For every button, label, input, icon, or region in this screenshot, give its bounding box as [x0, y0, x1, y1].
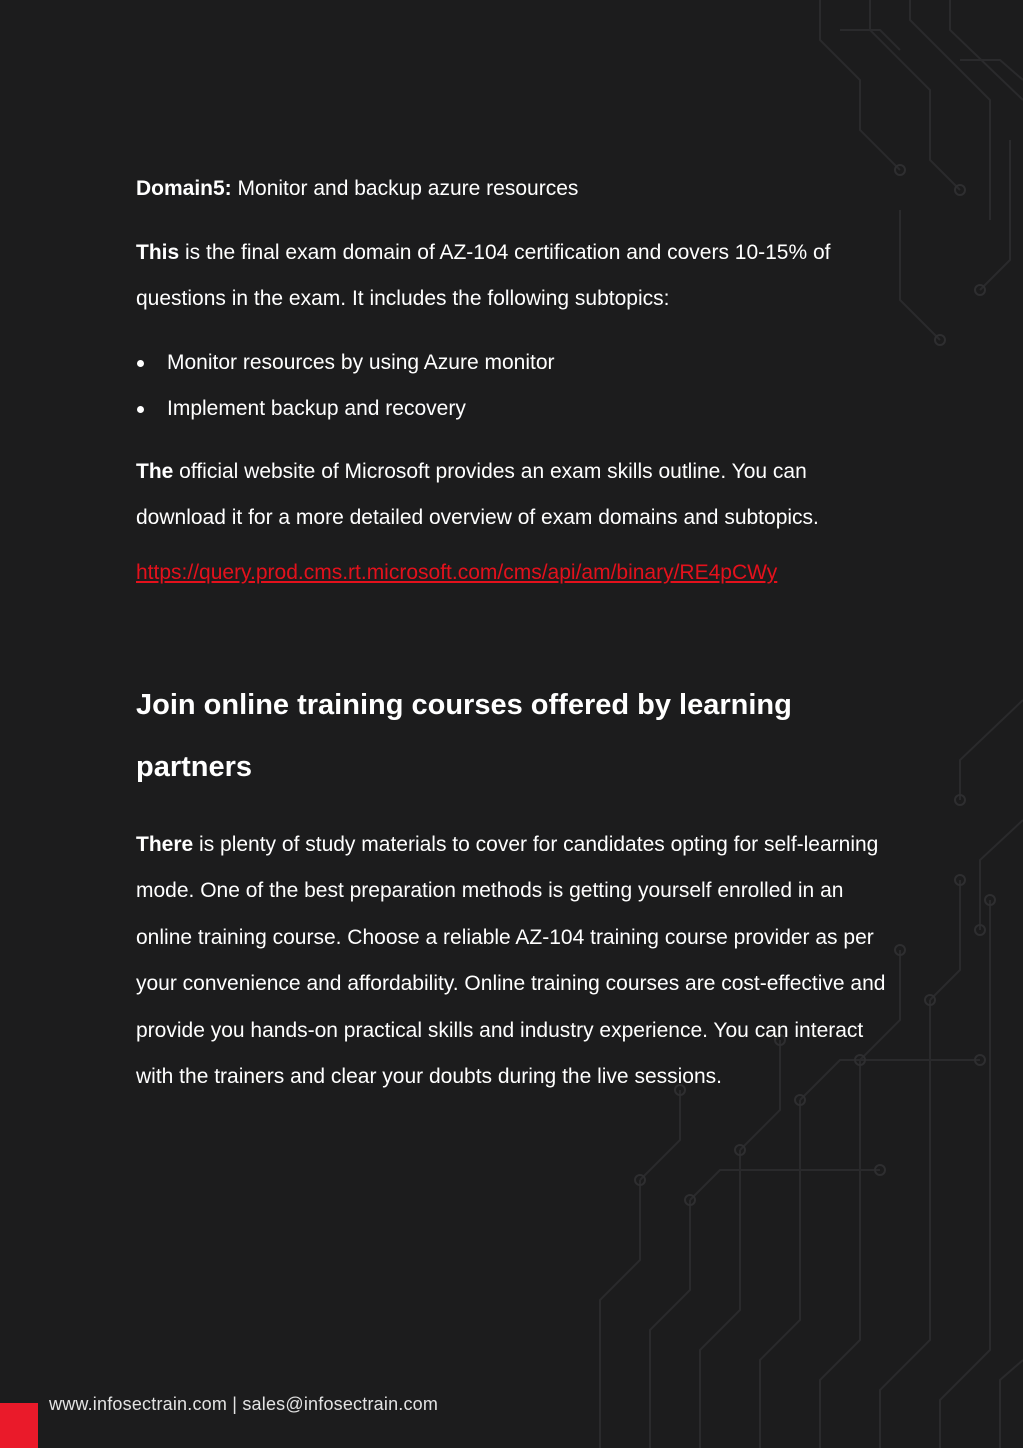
footer-accent-bar	[0, 1403, 38, 1448]
training-text: is plenty of study materials to cover for candidates opting for self-learning mode. One of the best preparation methods is getting yourself enrolled in an online training course. Choose a reliable AZ-104 training course provider as per your convenience and affordability. Online training courses are cost-effective and provide you hands-on practical skills and industry experience. You can interact with the trainers and clear your doubts during the live sessions.	[136, 832, 886, 1088]
official-text: official website of Microsoft provides an exam skills outline. You can download it for a more detailed overview of exam domains and subtopics.	[136, 459, 819, 529]
domain5-paragraph	[136, 166, 896, 213]
training-lead: There	[136, 832, 194, 856]
domain5-text: Monitor and backup azure resources	[231, 177, 579, 200]
list-item	[136, 386, 896, 432]
skills-outline-link[interactable]: https://query.prod.cms.rt.microsoft.com/cms/api/am/binary/RE4pCWy	[136, 560, 778, 584]
bullet-icon	[137, 406, 144, 413]
domain5-label: Domain5:	[136, 177, 232, 200]
subtopics-list	[136, 340, 896, 432]
list-item	[136, 340, 896, 386]
official-lead: The	[136, 459, 174, 483]
official-paragraph	[136, 449, 896, 542]
training-paragraph	[136, 822, 896, 1101]
bullet-icon	[137, 360, 144, 367]
subtopic-text: Implement backup and recovery	[167, 396, 466, 420]
subtopic-text: Monitor resources by using Azure monitor	[167, 350, 555, 374]
intro-lead: This	[136, 240, 180, 264]
footer-contact: www.infosectrain.com | sales@infosectrain.com	[49, 1394, 439, 1414]
intro-text: is the final exam domain of AZ-104 certification and covers 10-15% of questions in the exam. It includes the following subtopics:	[136, 240, 831, 310]
section-heading: Join online training courses offered by learning partners	[136, 688, 792, 783]
intro-paragraph	[136, 230, 896, 323]
article-body	[136, 166, 896, 1101]
